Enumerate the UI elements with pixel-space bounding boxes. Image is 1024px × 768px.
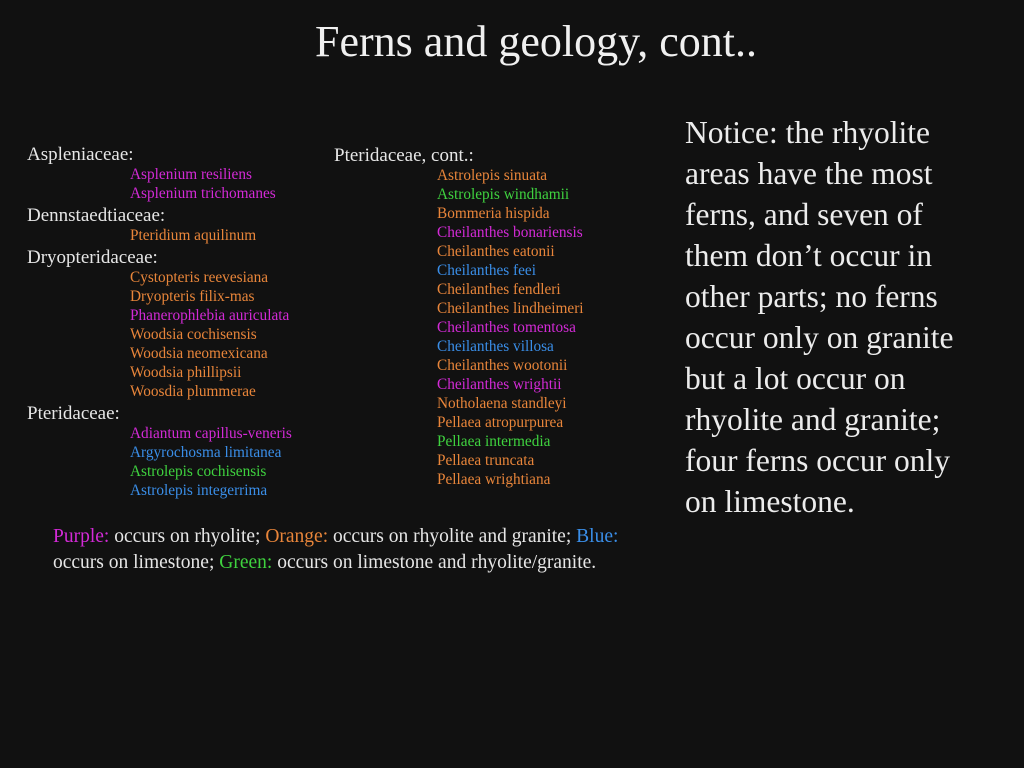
legend-blue-label: Blue: [576, 526, 619, 547]
species-name: Dryopteris filix-mas [130, 288, 255, 305]
species-name: Pteridium aquilinum [130, 227, 257, 244]
species-name: Astrolepis cochisensis [130, 463, 267, 480]
species-name: Pellaea truncata [437, 452, 535, 469]
species-name: Argyrochosma limitanea [130, 444, 282, 461]
family-name: Dennstaedtiaceae: [27, 205, 166, 226]
species-name: Cheilanthes wrightii [437, 376, 562, 393]
species-name: Astrolepis sinuata [437, 167, 548, 184]
slide-title: Ferns and geology, cont.. [315, 17, 757, 66]
notice-text: Notice: the rhyolite areas have the most ferns, and seven of them don’t occur in other parts; no ferns occur only on granite but a lot occur on rhyolite and granite; four ferns occur only on limestone. [685, 115, 954, 519]
species-name: Woodsia cochisensis [130, 326, 257, 343]
family-group [27, 205, 347, 245]
middle-species-column [334, 143, 664, 491]
legend-purple-text: occurs on rhyolite; [109, 526, 266, 547]
family-group [27, 247, 347, 401]
species-name: Cheilanthes villosa [437, 338, 554, 355]
species-name: Cheilanthes eatonii [437, 243, 555, 260]
species-name: Cheilanthes feei [437, 262, 536, 279]
legend-purple-label: Purple: [53, 526, 110, 547]
species-name: Astrolepis windhamii [437, 186, 570, 203]
species-name: Bommeria hispida [437, 205, 550, 222]
legend-orange-text: occurs on rhyolite and granite; [328, 526, 577, 547]
family-name: Dryopteridaceae: [27, 247, 158, 268]
species-name: Cheilanthes fendleri [437, 281, 561, 298]
species-name: Woodsia neomexicana [130, 345, 268, 362]
species-name: Notholaena standleyi [437, 395, 567, 412]
species-name: Asplenium trichomanes [130, 185, 276, 202]
color-legend [53, 524, 663, 575]
family-group [27, 403, 347, 500]
species-name: Astrolepis integerrima [130, 482, 268, 499]
species-name: Asplenium resiliens [130, 166, 252, 183]
species-name: Pellaea wrightiana [437, 471, 551, 488]
family-group [334, 145, 664, 489]
legend-orange-label: Orange: [265, 526, 329, 547]
species-name: Pellaea intermedia [437, 433, 551, 450]
legend-green-label: Green: [219, 551, 273, 573]
legend-blue-text: occurs on limestone; [53, 551, 220, 573]
species-name: Phanerophlebia auriculata [130, 307, 290, 324]
family-name: Pteridaceae: [27, 403, 120, 424]
family-name: Aspleniaceae: [27, 144, 134, 165]
species-name: Cheilanthes tomentosa [437, 319, 576, 336]
species-name: Cystopteris reevesiana [130, 269, 269, 286]
family-group [27, 144, 347, 203]
left-species-column [27, 142, 347, 502]
species-name: Cheilanthes bonariensis [437, 224, 583, 241]
species-name: Cheilanthes lindheimeri [437, 300, 584, 317]
species-name: Pellaea atropurpurea [437, 414, 564, 431]
legend-green-text: occurs on limestone and rhyolite/granite. [272, 551, 597, 573]
species-name: Woodsia phillipsii [130, 364, 242, 381]
species-name: Woosdia plummerae [130, 383, 256, 400]
family-name: Pteridaceae, cont.: [334, 145, 474, 166]
species-name: Adiantum capillus-veneris [130, 425, 292, 442]
species-name: Cheilanthes wootonii [437, 357, 568, 374]
